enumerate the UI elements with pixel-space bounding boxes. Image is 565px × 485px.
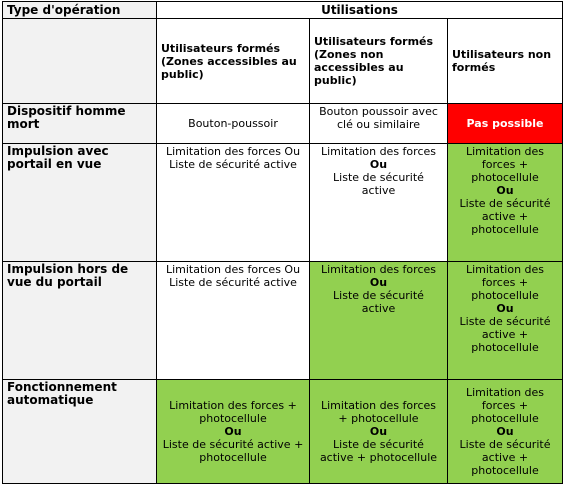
header-utilisations: Utilisations [157,2,563,19]
cell-text-line: active + photocellule [319,451,438,464]
cell-text-line: Liste de sécurité active [169,158,297,171]
cell-text-line: active + [481,451,529,464]
cell-text-line: Limitation des forces [321,399,436,412]
cell-text-line: Liste de sécurité [459,438,551,451]
header-type-operation: Type d'opération [3,2,157,19]
table-cell [157,380,310,484]
cell-text-line: photocellule [471,289,539,302]
cell-text-line: Ou [496,425,514,438]
table-cell [310,380,448,484]
operations-table [2,1,563,484]
table-cell [157,104,310,144]
cell-text-line: Limitation des forces + [169,399,297,412]
cell-text-line: Liste de sécurité active + [162,438,304,451]
table-cell [310,104,448,144]
cell-text-line: forces + [481,399,529,412]
table-cell [310,144,448,262]
cell-text-line: Liste de sécurité [333,171,424,184]
cell-text-line: Ou [496,184,514,197]
row-label-impulse-out-of-view: Impulsion hors de vue du portail [3,262,157,380]
header-row-top [3,2,563,19]
cell-text-line: Limitation des forces Ou [165,145,301,158]
cell-text-line: Liste de sécurité [459,315,551,328]
table-row [3,104,563,144]
cell-text-line: Ou [369,158,388,171]
cell-text-line: active + [481,210,529,223]
table-row [3,144,563,262]
header-corner-blank [3,19,157,104]
cell-text-line: forces + [481,158,529,171]
header-untrained: Utilisateurs non formés [448,19,563,104]
table-row [3,380,563,484]
cell-text-line: Ou [224,425,242,438]
header-trained-nonpublic: Utilisateurs formés (Zones non accessibles au public) [310,19,448,104]
table-cell [448,262,563,380]
cell-text-line: Limitation des forces [321,145,436,158]
cell-text-line: Ou [369,425,388,438]
cell-text-line: active + [481,328,529,341]
row-label-dead-man: Dispositif homme mort [3,104,157,144]
cell-text-line: Pas possible [466,117,544,130]
cell-text-line: Ou [496,302,514,315]
table-cell [310,262,448,380]
cell-text-line: forces + [481,276,529,289]
cell-text-line: Liste de sécurité [333,438,424,451]
cell-text-line: Limitation des [465,263,545,276]
cell-text-line: photocellule [471,412,539,425]
cell-text-line: photocellule [471,341,539,354]
cell-text-line: Limitation des forces [321,263,436,276]
table-cell [448,104,563,144]
header-row-sub [3,19,563,104]
cell-text-line: active [361,184,396,197]
cell-text-line: Liste de sécurité active [169,276,297,289]
cell-text-line: + photocellule [338,412,419,425]
row-label-impulse-in-view: Impulsion avec portail en vue [3,144,157,262]
cell-text-line: photocellule [471,223,539,236]
table-cell [157,144,310,262]
cell-text-line: Liste de sécurité [333,289,424,302]
table-row [3,262,563,380]
cell-text-line: photocellule [471,464,539,477]
cell-text-line: Bouton poussoir avec [319,105,438,118]
cell-text-line: photocellule [199,412,267,425]
table-cell [448,380,563,484]
cell-text-line: Limitation des [465,145,545,158]
cell-text-line: Limitation des forces Ou [165,263,301,276]
cell-text-line: photocellule [471,171,539,184]
row-label-automatic: Fonctionnement automatique [3,380,157,484]
cell-text-line: Limitation des [465,386,545,399]
header-trained-public: Utilisateurs formés (Zones accessibles au public) [157,19,310,104]
cell-text-line: clé ou similaire [336,118,421,131]
cell-text-line: Liste de sécurité [459,197,551,210]
table-cell [448,144,563,262]
cell-text-line: active [361,302,396,315]
cell-text-line: photocellule [199,451,267,464]
table-cell [157,262,310,380]
cell-text-line: Ou [369,276,388,289]
cell-text-line: Bouton-poussoir [188,117,278,130]
